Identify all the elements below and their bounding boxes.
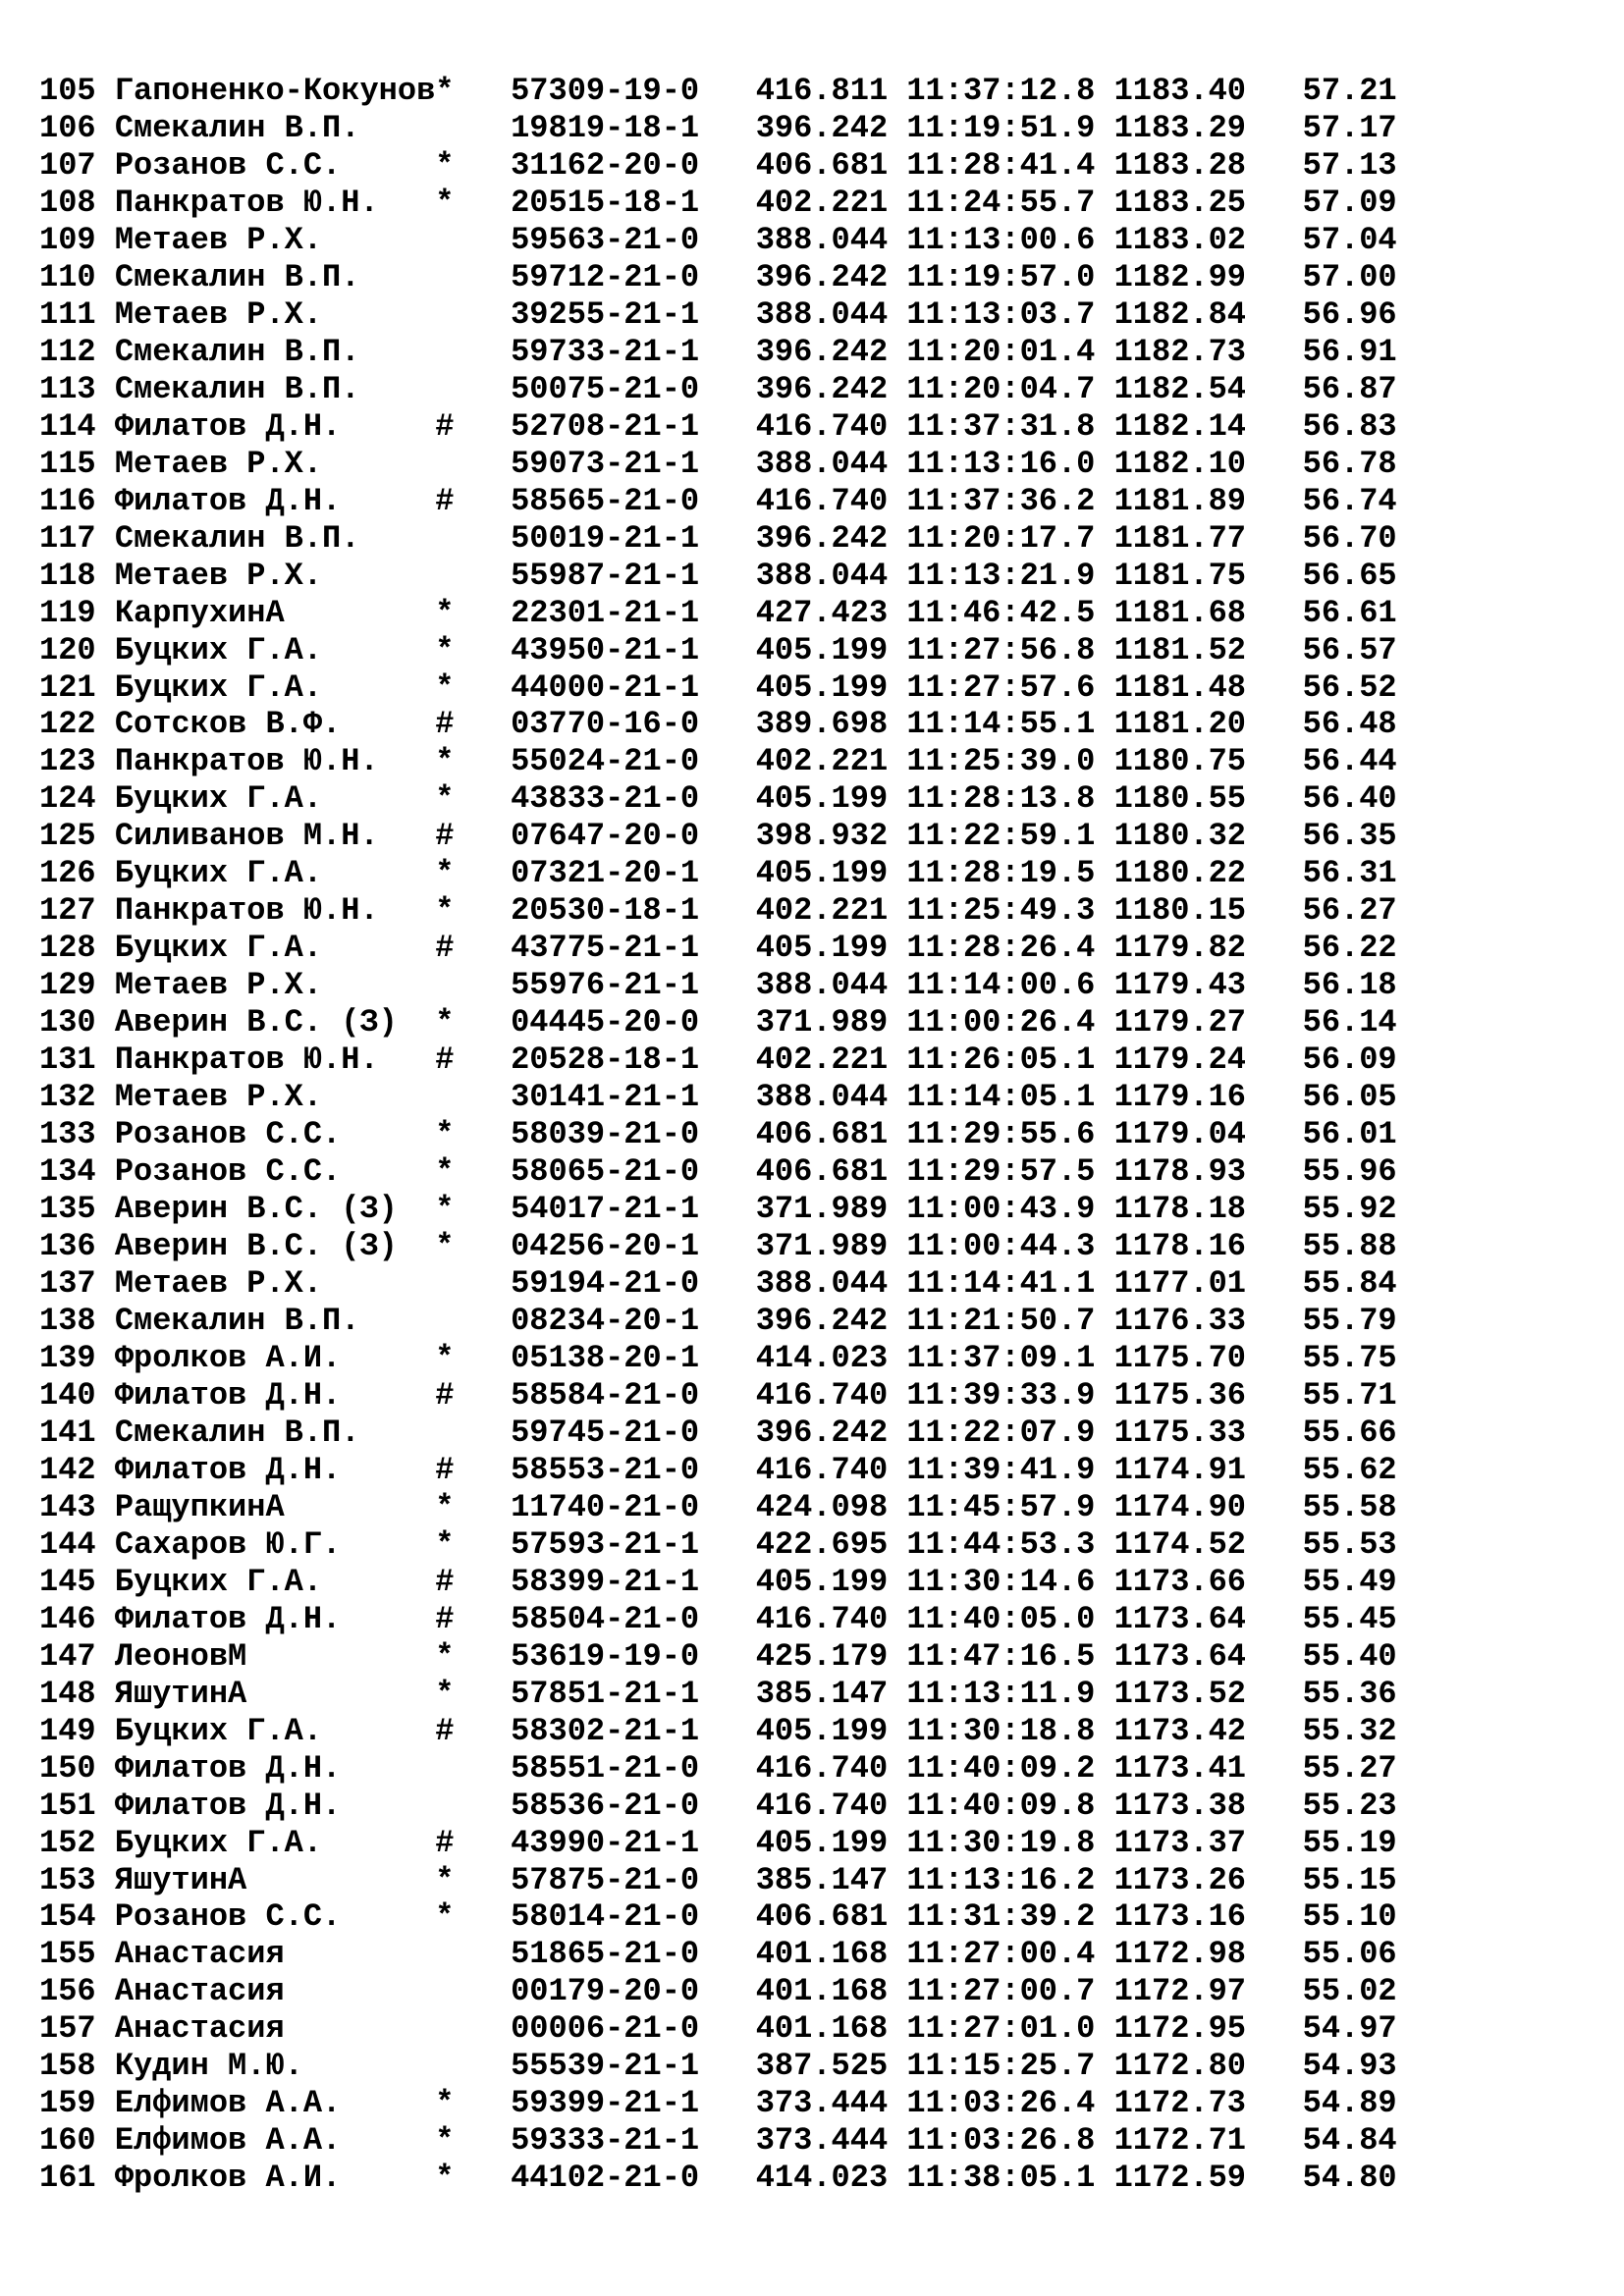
result-row: 118 Метаев Р.Х. 55987-21-1 388.044 11:13:21.9 1181.75 56.65: [39, 557, 1397, 594]
result-row: 142 Филатов Д.Н. # 58553-21-0 416.740 11:39:41.9 1174.91 55.62: [39, 1451, 1397, 1488]
result-row: 144 Сахаров Ю.Г. * 57593-21-1 422.695 11:44:53.3 1174.52 55.53: [39, 1525, 1397, 1563]
result-row: 124 Буцких Г.А. * 43833-21-0 405.199 11:28:13.8 1180.55 56.40: [39, 780, 1397, 818]
result-row: 154 Розанов С.С. * 58014-21-0 406.681 11:31:39.2 1173.16 55.10: [39, 1898, 1397, 1936]
result-row: 123 Панкратов Ю.Н. * 55024-21-0 402.221 11:25:39.0 1180.75 56.44: [39, 743, 1397, 780]
result-row: 148 ЯшутинА * 57851-21-1 385.147 11:13:11.9 1173.52 55.36: [39, 1675, 1397, 1712]
result-row: 151 Филатов Д.Н. 58536-21-0 416.740 11:40:09.8 1173.38 55.23: [39, 1787, 1397, 1824]
result-row: 160 Елфимов А.А. * 59333-21-1 373.444 11:03:26.8 1172.71 54.84: [39, 2122, 1397, 2160]
result-row: 137 Метаев Р.Х. 59194-21-0 388.044 11:14:41.1 1177.01 55.84: [39, 1265, 1397, 1302]
result-row: 122 Сотсков В.Ф. # 03770-16-0 389.698 11:14:55.1 1181.20 56.48: [39, 706, 1397, 743]
result-row: 127 Панкратов Ю.Н. * 20530-18-1 402.221 11:25:49.3 1180.15 56.27: [39, 892, 1397, 930]
result-row: 134 Розанов С.С. * 58065-21-0 406.681 11:29:57.5 1178.93 55.96: [39, 1153, 1397, 1191]
result-row: 121 Буцких Г.А. * 44000-21-1 405.199 11:27:57.6 1181.48 56.52: [39, 668, 1397, 706]
result-row: 115 Метаев Р.Х. 59073-21-1 388.044 11:13:16.0 1182.10 56.78: [39, 445, 1397, 482]
result-row: 155 Анастасия 51865-21-0 401.168 11:27:00.4 1172.98 55.06: [39, 1936, 1397, 1973]
result-row: 132 Метаев Р.Х. 30141-21-1 388.044 11:14:05.1 1179.16 56.05: [39, 1079, 1397, 1116]
result-row: 145 Буцких Г.А. # 58399-21-1 405.199 11:30:14.6 1173.66 55.49: [39, 1563, 1397, 1600]
result-row: 119 КарпухинА * 22301-21-1 427.423 11:46:42.5 1181.68 56.61: [39, 594, 1397, 631]
result-row: 150 Филатов Д.Н. 58551-21-0 416.740 11:40:09.2 1173.41 55.27: [39, 1749, 1397, 1787]
result-row: 113 Смекалин В.П. 50075-21-0 396.242 11:20:04.7 1182.54 56.87: [39, 370, 1397, 407]
result-row: 139 Фролков А.И. * 05138-20-1 414.023 11:37:09.1 1175.70 55.75: [39, 1339, 1397, 1376]
result-row: 129 Метаев Р.Х. 55976-21-1 388.044 11:14:00.6 1179.43 56.18: [39, 967, 1397, 1004]
result-row: 135 Аверин В.С. (З) * 54017-21-1 371.989 11:00:43.9 1178.18 55.92: [39, 1191, 1397, 1228]
result-row: 112 Смекалин В.П. 59733-21-1 396.242 11:20:01.4 1182.73 56.91: [39, 333, 1397, 370]
result-row: 158 Кудин М.Ю. 55539-21-1 387.525 11:15:25.7 1172.80 54.93: [39, 2048, 1397, 2085]
result-row: 149 Буцких Г.А. # 58302-21-1 405.199 11:30:18.8 1173.42 55.32: [39, 1712, 1397, 1749]
results-table: [39, 73, 1397, 2197]
result-row: 128 Буцких Г.А. # 43775-21-1 405.199 11:28:26.4 1179.82 56.22: [39, 930, 1397, 967]
result-row: 120 Буцких Г.А. * 43950-21-1 405.199 11:27:56.8 1181.52 56.57: [39, 631, 1397, 668]
result-row: 161 Фролков А.И. * 44102-21-0 414.023 11:38:05.1 1172.59 54.80: [39, 2160, 1397, 2197]
result-row: 109 Метаев Р.Х. 59563-21-0 388.044 11:13:00.6 1183.02 57.04: [39, 221, 1397, 258]
result-row: 152 Буцких Г.А. # 43990-21-1 405.199 11:30:19.8 1173.37 55.19: [39, 1824, 1397, 1861]
result-row: 111 Метаев Р.Х. 39255-21-1 388.044 11:13:03.7 1182.84 56.96: [39, 295, 1397, 333]
result-row: 147 ЛеоновМ * 53619-19-0 425.179 11:47:16.5 1173.64 55.40: [39, 1637, 1397, 1675]
result-row: 136 Аверин В.С. (З) * 04256-20-1 371.989 11:00:44.3 1178.16 55.88: [39, 1228, 1397, 1265]
result-row: 143 РащупкинА * 11740-21-0 424.098 11:45:57.9 1174.90 55.58: [39, 1488, 1397, 1525]
result-row: 153 ЯшутинА * 57875-21-0 385.147 11:13:16.2 1173.26 55.15: [39, 1861, 1397, 1898]
result-row: 130 Аверин В.С. (З) * 04445-20-0 371.989 11:00:26.4 1179.27 56.14: [39, 1004, 1397, 1041]
result-row: 157 Анастасия 00006-21-0 401.168 11:27:01.0 1172.95 54.97: [39, 2010, 1397, 2048]
result-row: 107 Розанов С.С. * 31162-20-0 406.681 11:28:41.4 1183.28 57.13: [39, 146, 1397, 184]
result-row: 110 Смекалин В.П. 59712-21-0 396.242 11:19:57.0 1182.99 57.00: [39, 258, 1397, 295]
result-row: 146 Филатов Д.Н. # 58504-21-0 416.740 11:40:05.0 1173.64 55.45: [39, 1600, 1397, 1637]
result-row: 138 Смекалин В.П. 08234-20-1 396.242 11:21:50.7 1176.33 55.79: [39, 1302, 1397, 1339]
result-row: 117 Смекалин В.П. 50019-21-1 396.242 11:20:17.7 1181.77 56.70: [39, 519, 1397, 557]
result-row: 116 Филатов Д.Н. # 58565-21-0 416.740 11:37:36.2 1181.89 56.74: [39, 482, 1397, 519]
result-row: 140 Филатов Д.Н. # 58584-21-0 416.740 11:39:33.9 1175.36 55.71: [39, 1376, 1397, 1414]
result-row: 156 Анастасия 00179-20-0 401.168 11:27:00.7 1172.97 55.02: [39, 1973, 1397, 2010]
result-row: 159 Елфимов А.А. * 59399-21-1 373.444 11:03:26.4 1172.73 54.89: [39, 2085, 1397, 2122]
result-row: 105 Гапоненко-Кокунов* 57309-19-0 416.811 11:37:12.8 1183.40 57.21: [39, 73, 1397, 109]
result-row: 106 Смекалин В.П. 19819-18-1 396.242 11:19:51.9 1183.29 57.17: [39, 109, 1397, 146]
result-row: 114 Филатов Д.Н. # 52708-21-1 416.740 11:37:31.8 1182.14 56.83: [39, 407, 1397, 445]
result-row: 126 Буцких Г.А. * 07321-20-1 405.199 11:28:19.5 1180.22 56.31: [39, 855, 1397, 892]
result-row: 141 Смекалин В.П. 59745-21-0 396.242 11:22:07.9 1175.33 55.66: [39, 1414, 1397, 1451]
result-row: 133 Розанов С.С. * 58039-21-0 406.681 11:29:55.6 1179.04 56.01: [39, 1116, 1397, 1153]
result-row: 125 Силиванов М.Н. # 07647-20-0 398.932 11:22:59.1 1180.32 56.35: [39, 818, 1397, 855]
result-row: 108 Панкратов Ю.Н. * 20515-18-1 402.221 11:24:55.7 1183.25 57.09: [39, 184, 1397, 221]
result-row: 131 Панкратов Ю.Н. # 20528-18-1 402.221 11:26:05.1 1179.24 56.09: [39, 1041, 1397, 1079]
